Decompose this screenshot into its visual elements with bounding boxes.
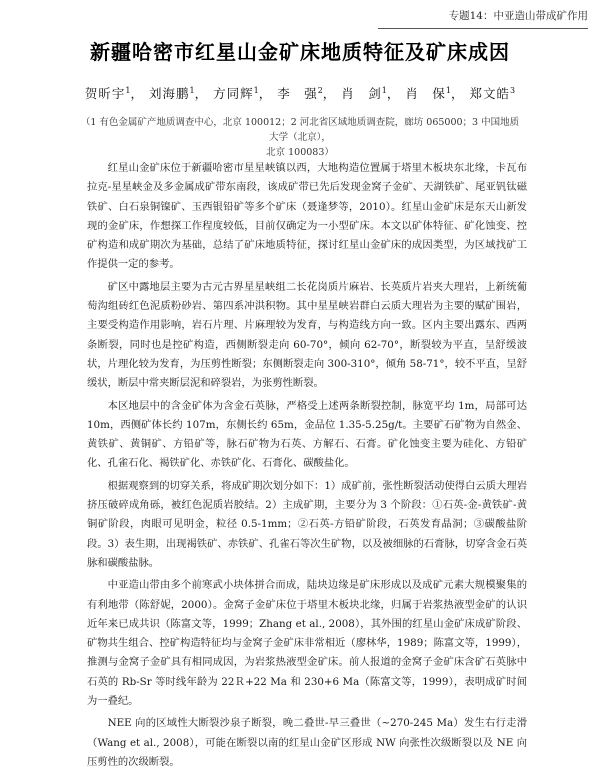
author-affiliation-mark: 1 bbox=[381, 85, 387, 95]
author-name: 肖 保 bbox=[405, 86, 446, 101]
author-name: 刘海鹏 bbox=[149, 86, 190, 101]
author-name: 李 强 bbox=[277, 86, 318, 101]
author-affiliation-mark: 1 bbox=[445, 85, 451, 95]
author-affiliation-mark: 2 bbox=[317, 85, 323, 95]
author-name: 方同辉 bbox=[213, 86, 254, 101]
paragraph-mineralization-stages: 根据观察到的切穿关系，将成矿期次划分如下：1）成矿前，张性断裂活动使得白云质大理岩挤压破碎成角砾，被红色泥质岩胶结。2）主成矿期，主要分为 3 个阶段：①石英-金-黄铁矿-黄铜矿阶段，肉眼可见明金，粒径 0.5-1mm；②石英-方铅矿阶段，石英发育晶洞；③碳酸盐阶段。3）表生期，出现褐铁矿、赤铁矿、孔雀石等次生矿物，以及被细脉的石膏脉，切穿含金石英脉和碳酸盐脉。 bbox=[87, 479, 527, 569]
author-name: 郑文皓 bbox=[469, 86, 510, 101]
paragraph-strata-structure: 矿区中露地层主要为古元古界星星峡组二长花岗质片麻岩、长英质片岩夹大理岩，上新统葡萄沟组砖红色泥质粉砂岩、第四系冲洪积物。其中星星峡岩群白云质大理岩为主要的赋矿围岩，主要受构造作用影响，岩石片理、片麻理较为发育，与构造线方向一致。区内主要出露东、西两条断裂，同时也是控矿构造，西侧断裂走向 60-70°，倾向 62-70°，断裂较为平直，呈舒缓波状，片理化较为发育，为压剪性断裂；东侧断裂走向 300-310°，倾角 58-71°，较不平直，呈舒缓状，断层中常夹断层泥和碎裂岩，为张剪性断裂。 bbox=[87, 280, 527, 390]
author-list: 贺昕宇$^1$， 刘海鹏$^1$， 方同辉$^1$， 李 强$^2$， 肖 剑$^1$， 肖 保$^1$， 郑文皓$^3$ bbox=[84, 85, 516, 101]
running-head: 专题14：中亚造山带成矿作用 bbox=[378, 8, 588, 29]
paragraph-orebody: 本区地层中的含金矿体为含金石英脉，严格受上述两条断裂控制，脉宽平均 1m，局部可达 10m，西侧矿体长约 107m，东侧长约 65m，金品位 1.35-5.25g/t。主要矿石矿物为自然金、黄铁矿、黄铜矿、方铅矿等，脉石矿物为石英、方解石、石膏。矿化蚀变主要为硅化、方铅矿化、孔雀石化、褐铁矿化、赤铁矿化、石膏化、碳酸盐化。 bbox=[87, 399, 527, 470]
paragraph-genesis: 中亚造山带由多个前寒武小块体拼合而成，陆块边缘是矿床形成以及成矿元素大规模聚集的有利地带（陈舒妮，2000）。金窝子金矿床位于塔里木板块北缘，归属于岩浆热液型金矿的认识近年来已成共识（陈富文等，1999；Zhang et al., 2008），其外围的红星山金矿床成矿阶段、矿物共生组合、控矿构造特征均与金窝子金矿床非常相近（廖林华，1989；陈富文等，1999），推测与金窝子金矿具有相同成因，为岩浆热液型金矿床。前人报道的金窝子金矿床含矿石英脉中石英的 Rb-Sr 等时线年龄为 22Ｒ+22 Ma 和 230+6 Ma（陈富文等，1999），表明成矿时间为一叠纪。 bbox=[87, 579, 527, 708]
paper-title: 新疆哈密市红星山金矿床地质特征及矿床成因 bbox=[90, 40, 510, 64]
paragraph-intro: 红星山金矿床位于新疆哈密市星星峡镇以西，大地构造位置属于塔里木板块东北缘，卡瓦布拉克-星星峡金及多金属成矿带东南段，该成矿带已先后发现金窝子金矿、天湖铁矿、尾亚钒钛磁铁矿、白石泉铜镍矿、玉西银铅矿等多个矿床（聂逢梦等，2010）。红星山金矿床是东天山新发现的金矿床，作想探工作程度较低，目前仅确定为一小型矿床。本文以矿体特征、矿化蚀变、控矿构造和成矿期次为基础，总结了矿床地质特征，探讨红星山金矿床的成因类型，为区域找矿工作提供一定的参考。 bbox=[87, 162, 527, 271]
author-affiliation-mark: 3 bbox=[509, 85, 516, 95]
affiliation-line: （1 有色金属矿产地质调查中心，北京 100012；2 河北省区域地质调查院，廊坊 065000；3 中国地质大学（北京）， bbox=[80, 117, 520, 143]
body-text bbox=[87, 159, 527, 775]
author-name: 贺昕宇 bbox=[84, 86, 126, 101]
author-affiliation-mark: 1 bbox=[253, 85, 259, 95]
affiliations bbox=[80, 115, 520, 160]
affiliation-line: 北京 100083） bbox=[266, 147, 334, 158]
paragraph-faults: NEE 向的区域性大断裂沙泉子断裂，晚二叠世-早三叠世（~270-245 Ma）发生右行走滑（Wang et al., 2008），可能在断裂以南的红星山金矿区形成 NW 向张性次级断裂以及 NE 向压剪性的次级断裂。 bbox=[87, 717, 527, 768]
author-affiliation-mark: 1 bbox=[189, 85, 195, 95]
author-affiliation-mark: 1 bbox=[125, 85, 131, 95]
author-name: 肖 剑 bbox=[341, 86, 382, 101]
